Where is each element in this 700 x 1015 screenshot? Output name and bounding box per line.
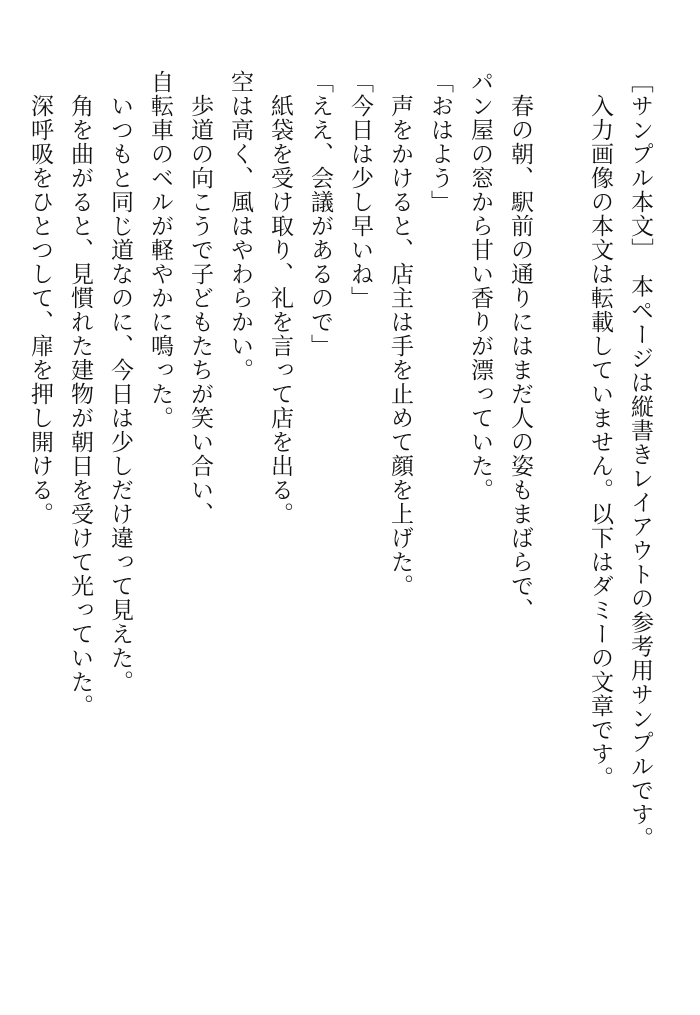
body-text xyxy=(20,70,660,970)
text-line: 「おはよう」 xyxy=(427,70,453,214)
text-line: 空は高く、風はやわらかい。 xyxy=(227,70,253,382)
text-line: 角を曲がると、見慣れた建物が朝日を受けて光っていた。 xyxy=(67,70,93,718)
text-line xyxy=(540,70,580,970)
text-line: いつもと同じ道なのに、今日は少しだけ違って見えた。 xyxy=(107,70,133,694)
text-line: 声をかけると、店主は手を止めて顔を上げた。 xyxy=(387,70,413,598)
text-line: 春の朝、駅前の通りにはまだ人の姿もまばらで、 xyxy=(507,70,533,622)
text-line: 歩道の向こうで子どもたちが笑い合い、 xyxy=(187,70,213,526)
text-line: 深呼吸をひとつして、扉を押し開ける。 xyxy=(27,70,53,526)
text-line: 紙袋を受け取り、礼を言って店を出る。 xyxy=(267,70,293,526)
text-line: パン屋の窓から甘い香りが漂っていた。 xyxy=(467,70,493,502)
text-line: 「ええ、会議があるので」 xyxy=(307,70,333,358)
text-line: 自転車のベルが軽やかに鳴った。 xyxy=(147,70,173,430)
text-line: ［サンプル本文］ 本ページは縦書きレイアウトの参考用サンプルです。 xyxy=(627,70,653,851)
text-line: 「今日は少し早いね」 xyxy=(347,70,373,310)
text-line: 入力画像の本文は転載していません。以下はダミーの文章です。 xyxy=(587,70,613,790)
